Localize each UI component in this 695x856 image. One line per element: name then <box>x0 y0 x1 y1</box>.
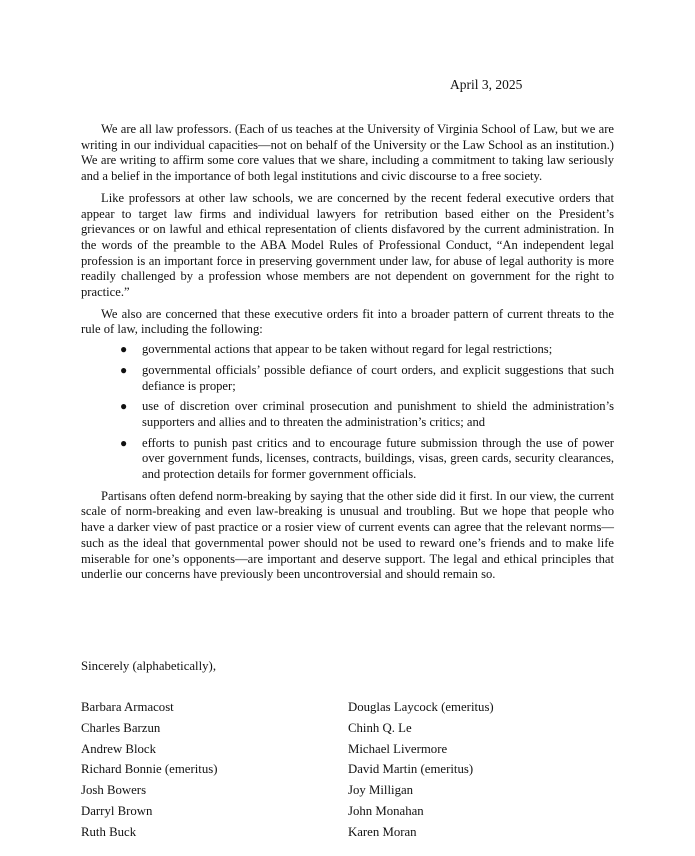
signatory-name: Ruth Buck <box>81 824 137 839</box>
paragraph-executive-orders: Like professors at other law schools, we are concerned by the recent federal executive orders that appear to target law firms and individual lawyers for retribution based either on the President’s grievances or on lawful and ethical representation of clients disfavored by the current administration. In the words of the preamble to the ABA Model Rules of Professional Conduct, “An independent legal profession is an important force in preserving government under law, for abuse of legal authority is more readily challenged by a profession whose members are not dependent on government for the right to practice.” <box>81 190 614 300</box>
paragraph-intro: We are all law professors. (Each of us teaches at the University of Virginia School of Law, but we are writing in our individual capacities—not on behalf of the University or the Law School as an institution.) We are writing to affirm some core values that we share, including a commitment to taking law seriously and a belief in the importance of both legal institutions and civic discourse to a free society. <box>81 122 614 184</box>
signatory-name: Richard Bonnie (emeritus) <box>81 762 218 777</box>
signatory-name: Karen Moran <box>348 824 417 839</box>
bullet-icon: ● <box>120 362 128 377</box>
list-item <box>120 362 614 394</box>
letter-date: April 3, 2025 <box>450 77 523 92</box>
list-item-text: use of discretion over criminal prosecution and punishment to shield the administration’s supporters and allies and to threaten the administration’s critics; and <box>142 399 614 429</box>
signatory-name: Charles Barzun <box>81 720 161 735</box>
bullet-icon: ● <box>120 435 128 450</box>
signatories-left-column <box>81 697 217 843</box>
letter-body <box>81 122 614 589</box>
signatory-name: Joy Milligan <box>348 783 414 798</box>
signatories-right-column <box>348 697 494 843</box>
signatory-name: Michael Livermore <box>348 741 448 756</box>
signatory-name: Josh Bowers <box>81 783 147 798</box>
signatory-name: John Monahan <box>348 803 424 818</box>
signatory-name: Darryl Brown <box>81 803 153 818</box>
paragraph-norm-breaking: Partisans often defend norm-breaking by saying that the other side did it first. In our view, the current scale of norm-breaking and even law-breaking is unusual and troubling. But we hope that people who have a darker view of past practice or a rosier view of current events can agree that the relevant norms—such as the ideal that governmental power should not be used to reward one’s friends and to make life miserable for one’s opponents—are important and deserve support. The legal and ethical principles that underlie our concerns have previously been uncontroversial and should remain so. <box>81 488 614 582</box>
list-item-text: efforts to punish past critics and to encourage future submission through the use of power over government funds, licenses, contracts, buildings, visas, green cards, security clearances, and protection details for former government officials. <box>142 435 614 482</box>
list-item <box>120 399 614 430</box>
threats-list <box>81 342 614 483</box>
list-item <box>120 342 614 358</box>
signatory-name: Douglas Laycock (emeritus) <box>348 700 494 714</box>
paragraph-broader-pattern: We also are concerned that these executive orders fit into a broader pattern of current threats to the rule of law, including the following: <box>81 306 614 337</box>
signatory-name: Andrew Block <box>81 741 156 756</box>
signatory-name: Chinh Q. Le <box>348 720 412 735</box>
signatory-name: David Martin (emeritus) <box>348 762 474 777</box>
closing-line: Sincerely (alphabetically), <box>81 659 217 673</box>
signatory-name: Barbara Armacost <box>81 700 174 714</box>
bullet-icon: ● <box>120 399 128 414</box>
list-item-text: governmental officials’ possible defiance of court orders, and explicit suggestions that such defiance is proper; <box>142 362 614 393</box>
list-item <box>120 435 614 483</box>
bullet-icon: ● <box>120 342 128 357</box>
list-item-text: governmental actions that appear to be taken without regard for legal restrictions; <box>142 342 553 357</box>
